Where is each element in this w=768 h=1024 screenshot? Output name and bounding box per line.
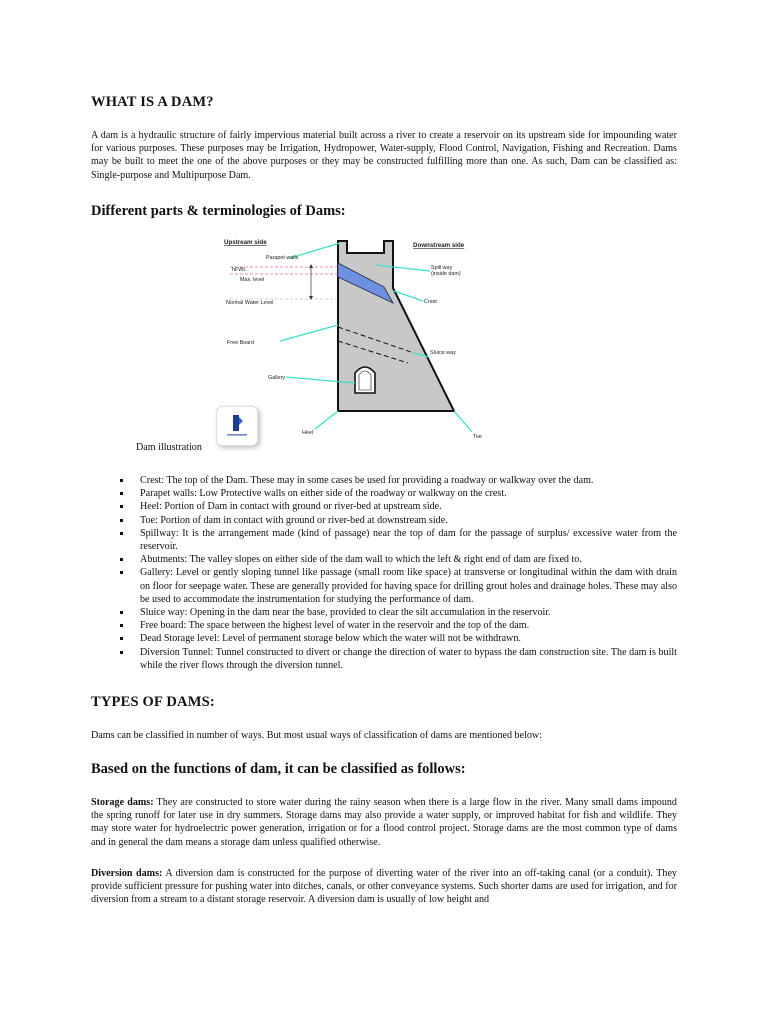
diversion-dams-paragraph bbox=[91, 867, 677, 907]
upstream-side-label: Upstream side bbox=[224, 239, 267, 246]
heading-what-is-a-dam: WHAT IS A DAM? bbox=[91, 94, 214, 110]
gallery-label: Gallery bbox=[268, 375, 286, 381]
downstream-side-label: Downstream side bbox=[413, 242, 465, 249]
types-intro-paragraph: Dams can be classified in number of ways. But most usual ways of classification of dams are mentioned below: bbox=[91, 730, 543, 741]
heading-types-of-dams: TYPES OF DAMS: bbox=[91, 694, 215, 710]
intro-paragraph: A dam is a hydraulic structure of fairly impervious material built across a river to create a reservoir on its upstream side for impounding water for various purposes. These purposes may be Irrigation, Hydropower, Water-supply, Flood Control, Navigation, Fishing and Recreation. Dams may be built to meet the one of the above purposes or they may be constructed fulfilling more than one. As such, Dam can be classified as: Single-purpose and Multipurpose Dam. bbox=[91, 130, 677, 181]
max-level-label: Max. level bbox=[240, 277, 265, 283]
list-item: Diversion Tunnel: Tunnel constructed to divert or change the direction of water to bypass the dam construction site. The dam is built while the river flows through the diversion tunnel. bbox=[120, 646, 677, 672]
hfl-label: hFWL bbox=[232, 267, 247, 273]
free-board-label: Free Board bbox=[227, 340, 254, 346]
normal-water-level-label: Normal Water Level bbox=[226, 300, 274, 306]
figure-caption: Dam illustration bbox=[136, 442, 202, 453]
logo-badge bbox=[216, 406, 258, 446]
logo-mark-icon bbox=[217, 407, 257, 445]
list-item: Crest: The top of the Dam. These may in some cases be used for providing a roadway or walkway over the dam. bbox=[120, 474, 677, 487]
list-item: Gallery: Level or gently sloping tunnel like passage (small room like space) at transverse or longitudinal within the dam with drain on floor for seepage water. These are generally provided for having space for drilling grout holes and drainage holes. These may also be used to accommodate the instrumentation for studying the performance of dam. bbox=[120, 566, 677, 606]
heading-functions: Based on the functions of dam, it can be classified as follows: bbox=[91, 761, 466, 777]
storage-dams-text: They are constructed to store water during the rainy season when there is a large flow in the river. Many small dams impound the spring runoff for later use in dry summers. Storage dams may also provide a water supply, or improved habitat for fish and wildlife. They may store water for hydroelectric power generation, irrigation or for a flood control project. Storage dams are the most common type of dams and in general the dam means a storage dam unless qualified otherwise. bbox=[91, 797, 677, 848]
list-item: Parapet walls: Low Protective walls on either side of the roadway or walkway on the crest. bbox=[120, 487, 677, 500]
terms-list bbox=[120, 474, 677, 672]
diversion-dams-text: A diversion dam is constructed for the purpose of diverting water of the river into an off-taking canal (or a conduit). They provide sufficient pressure for pushing water into ditches, canals, or other conveyance systems. Such shorter dams are used for irrigation, and for diversion from a stream to a distant storage reservoir. A diversion dam is usually of low height and bbox=[91, 868, 677, 906]
list-item: Free board: The space between the highest level of water in the reservoir and the top of the dam. bbox=[120, 619, 677, 632]
dam-illustration bbox=[218, 233, 493, 445]
spillway-note-label: (inside dam) bbox=[431, 271, 461, 277]
diversion-dams-term: Diversion dams: bbox=[91, 868, 163, 879]
sluice-way-label: Sluice way bbox=[430, 350, 456, 356]
storage-dams-term: Storage dams: bbox=[91, 797, 154, 808]
toe-label: Toe bbox=[473, 434, 482, 440]
storage-dams-paragraph bbox=[91, 796, 677, 849]
parapet-walls-label: Parapet walls bbox=[266, 255, 299, 261]
crest-label: Crest bbox=[424, 299, 437, 305]
list-item: Heel: Portion of Dam in contact with ground or river-bed at upstream side. bbox=[120, 500, 677, 513]
heading-dam-parts: Different parts & terminologies of Dams: bbox=[91, 203, 346, 219]
list-item: Dead Storage level: Level of permanent storage below which the water will not be withdrawn. bbox=[120, 632, 677, 645]
list-item: Sluice way: Opening in the dam near the base, provided to clear the silt accumulation in the reservoir. bbox=[120, 606, 677, 619]
list-item: Spillway: It is the arrangement made (kind of passage) near the top of dam for the passage of surplus/ excessive water from the reservoir. bbox=[120, 527, 677, 553]
list-item: Abutments: The valley slopes on either side of the dam wall to which the left & right end of dam are fixed to. bbox=[120, 553, 677, 566]
spillway-label: Spill way bbox=[431, 265, 453, 271]
list-item: Toe: Portion of dam in contact with ground or river-bed at downstream side. bbox=[120, 514, 677, 527]
heel-label: Heel bbox=[302, 430, 314, 436]
